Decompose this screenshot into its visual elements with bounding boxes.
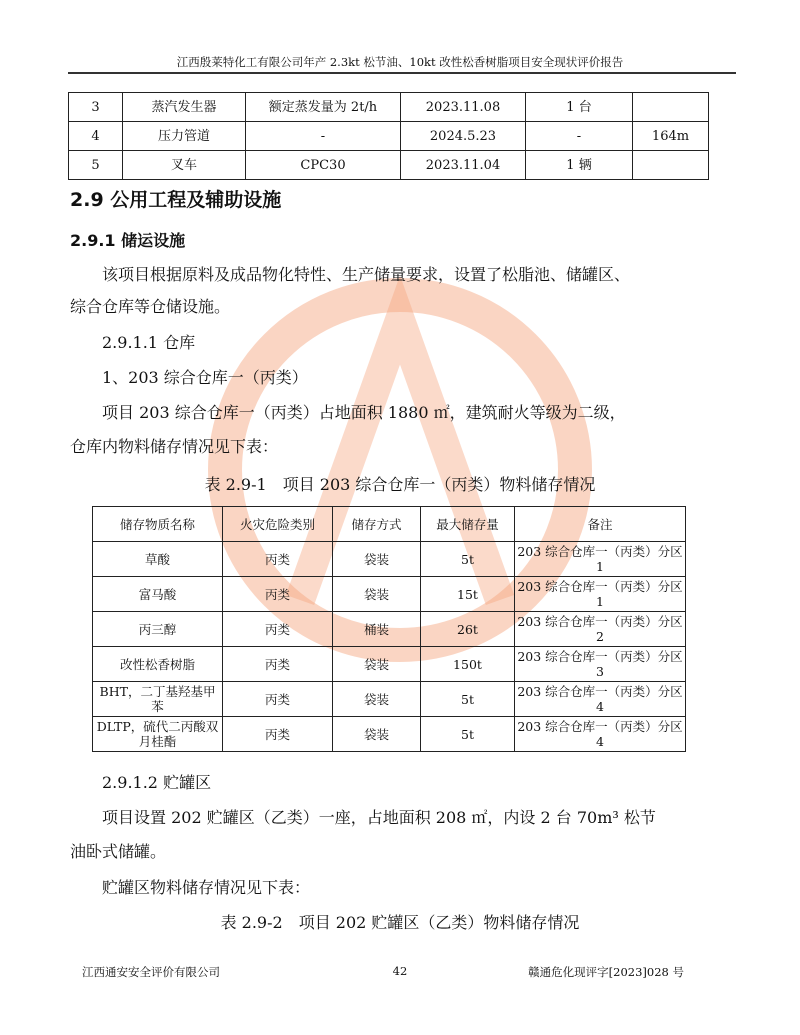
table-row [93, 542, 686, 577]
cell: 丙类 [223, 717, 333, 752]
column-header: 最大储存量 [421, 507, 515, 542]
cell: 203 综合仓库一（丙类）分区 1 [515, 577, 686, 612]
column-header: 储存方式 [333, 507, 421, 542]
cell: 2024.5.23 [401, 122, 526, 151]
header-divider [68, 72, 736, 74]
table-caption: 表 2.9-2 项目 202 贮罐区（乙类）物料储存情况 [220, 913, 580, 932]
table-row [93, 682, 686, 717]
cell: 丙三醇 [93, 612, 223, 647]
table-row [69, 151, 709, 180]
cell: 叉车 [123, 151, 246, 180]
cell: 164m [633, 122, 709, 151]
cell: 203 综合仓库一（丙类）分区 4 [515, 682, 686, 717]
cell: 改性松香树脂 [93, 647, 223, 682]
table-row [93, 577, 686, 612]
cell: 草酸 [93, 542, 223, 577]
table-row [93, 612, 686, 647]
cell: 5t [421, 717, 515, 752]
cell: 袋装 [333, 542, 421, 577]
paragraph: 仓库内物料储存情况见下表： [70, 437, 279, 456]
subsubsection-heading: 2.9.1.2 贮罐区 [102, 773, 212, 792]
cell: 203 综合仓库一（丙类）分区 2 [515, 612, 686, 647]
table-row [69, 93, 709, 122]
cell: 丙类 [223, 647, 333, 682]
cell: 额定蒸发量为 2t/h [246, 93, 401, 122]
footer-company: 江西通安安全评价有限公司 [82, 965, 220, 979]
paragraph: 综合仓库等仓储设施。 [70, 297, 231, 316]
subsubsection-heading: 2.9.1.1 仓库 [102, 333, 196, 352]
cell: 1 辆 [526, 151, 633, 180]
table-row [69, 122, 709, 151]
section-heading: 2.9 公用工程及辅助设施 [70, 189, 282, 211]
table-header-row [93, 507, 686, 542]
cell: 丙类 [223, 612, 333, 647]
cell: 袋装 [333, 682, 421, 717]
column-header: 储存物质名称 [93, 507, 223, 542]
table-row [93, 717, 686, 752]
cell: 袋装 [333, 577, 421, 612]
paragraph: 贮罐区物料储存情况见下表： [102, 878, 311, 897]
paragraph: 油卧式储罐。 [70, 842, 167, 861]
cell: 5t [421, 682, 515, 717]
cell: 203 综合仓库一（丙类）分区 4 [515, 717, 686, 752]
page-number: 42 [392, 964, 408, 978]
paragraph: 项目设置 202 贮罐区（乙类）一座，占地面积 208 ㎡，内设 2 台 70m³ 松节 [102, 808, 656, 827]
cell: 蒸汽发生器 [123, 93, 246, 122]
cell: 丙类 [223, 542, 333, 577]
cell: DLTP，硫代二丙酸双月桂酯 [93, 717, 223, 752]
cell: 1 台 [526, 93, 633, 122]
cell: 袋装 [333, 717, 421, 752]
cell [633, 151, 709, 180]
paragraph: 项目 203 综合仓库一（丙类）占地面积 1880 ㎡，建筑耐火等级为二级， [102, 403, 626, 422]
cell: 3 [69, 93, 123, 122]
cell: - [246, 122, 401, 151]
cell: 丙类 [223, 682, 333, 717]
cell: 15t [421, 577, 515, 612]
cell: 4 [69, 122, 123, 151]
cell: 袋装 [333, 647, 421, 682]
subsection-heading: 2.9.1 储运设施 [70, 231, 186, 250]
list-item: 1、203 综合仓库一（丙类） [102, 368, 308, 387]
running-header: 江西殷莱特化工有限公司年产 2.3kt 松节油、10kt 改性松香树脂项目安全现状评价报告 [176, 55, 624, 69]
cell: 203 综合仓库一（丙类）分区 1 [515, 542, 686, 577]
cell: 桶装 [333, 612, 421, 647]
cell: 2023.11.04 [401, 151, 526, 180]
cell: 5 [69, 151, 123, 180]
column-header: 备注 [515, 507, 686, 542]
cell: 丙类 [223, 577, 333, 612]
cell: 5t [421, 542, 515, 577]
cell: CPC30 [246, 151, 401, 180]
cell: 150t [421, 647, 515, 682]
cell: 富马酸 [93, 577, 223, 612]
footer-report-number: 赣通危化现评字[2023]028 号 [528, 965, 684, 979]
paragraph: 该项目根据原料及成品物化特性、生产储量要求，设置了松脂池、储罐区、 [102, 265, 631, 284]
column-header: 火灾危险类别 [223, 507, 333, 542]
cell: 26t [421, 612, 515, 647]
equipment-table [68, 92, 709, 180]
cell: 压力管道 [123, 122, 246, 151]
cell [633, 93, 709, 122]
cell: 203 综合仓库一（丙类）分区 3 [515, 647, 686, 682]
cell: - [526, 122, 633, 151]
storage-table [92, 506, 686, 752]
cell: 2023.11.08 [401, 93, 526, 122]
table-caption: 表 2.9-1 项目 203 综合仓库一（丙类）物料储存情况 [204, 475, 596, 494]
cell: BHT，二丁基羟基甲苯 [93, 682, 223, 717]
table-row [93, 647, 686, 682]
